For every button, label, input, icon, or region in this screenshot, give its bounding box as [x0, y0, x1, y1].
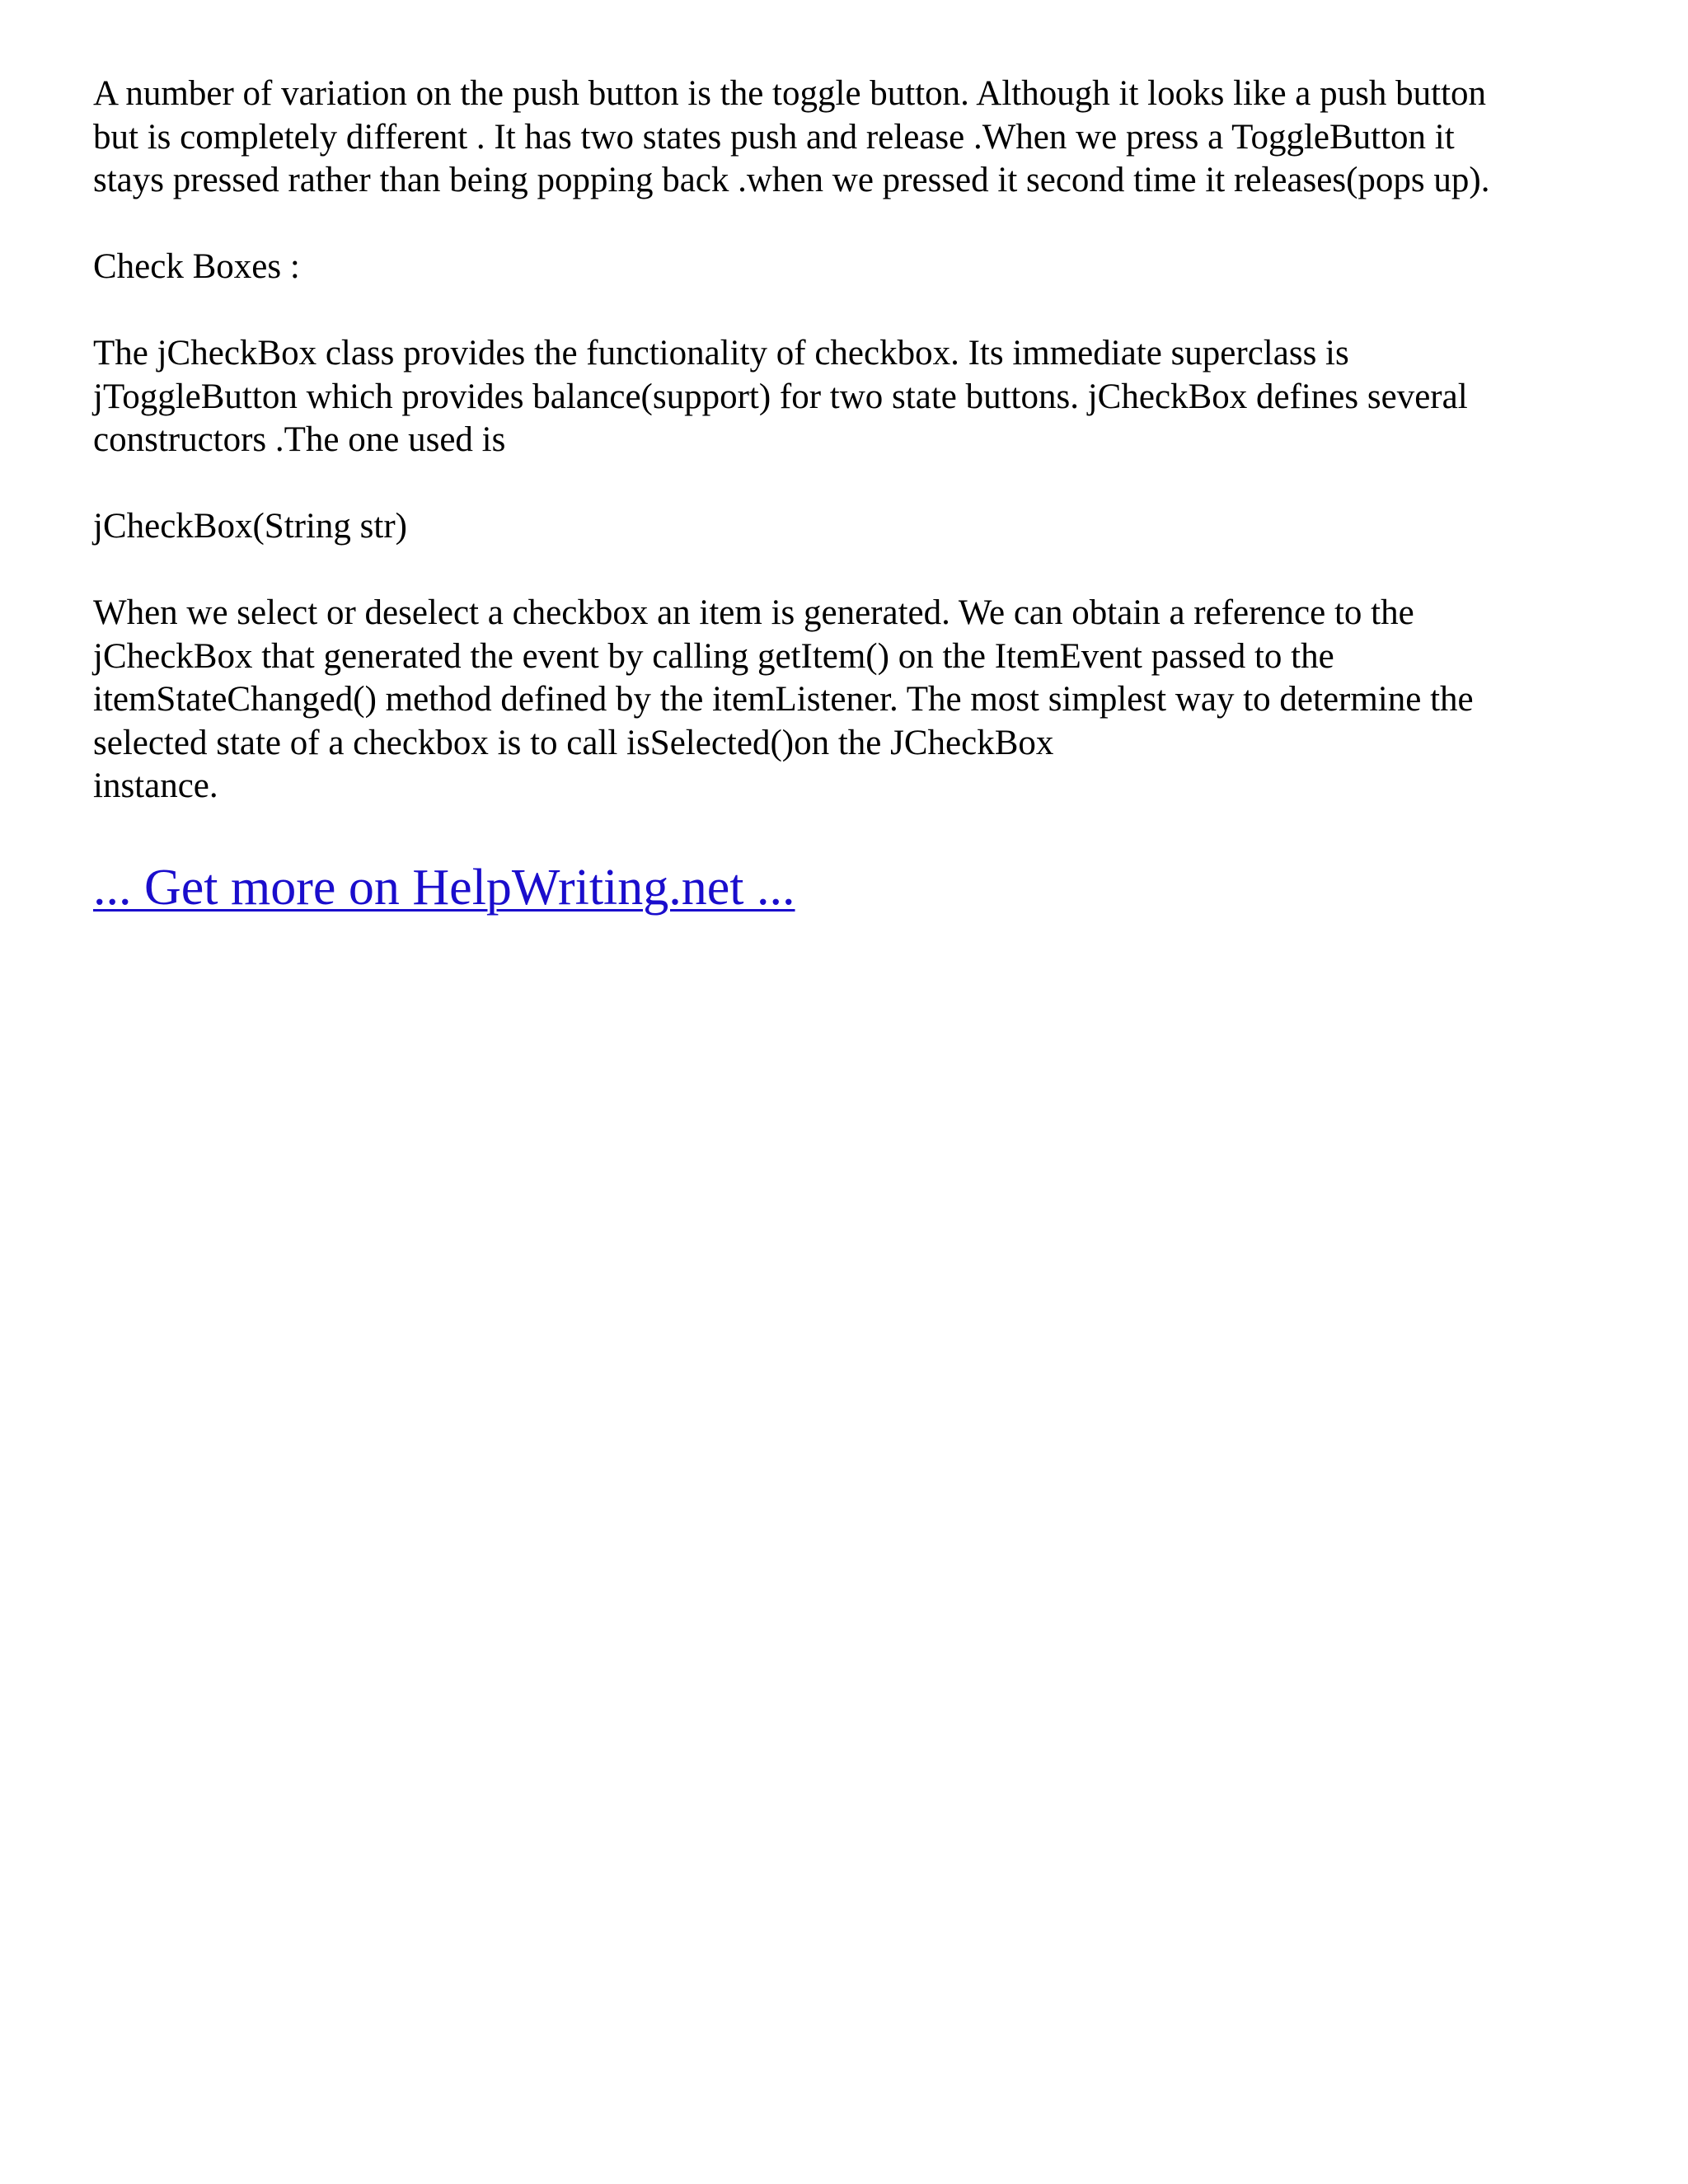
text-line: jCheckBox that generated the event by calling getItem() on the ItemEvent passed to the	[93, 636, 1334, 676]
text-line: itemStateChanged() method defined by the itemListener. The most simplest way to determine the	[93, 680, 1474, 719]
text-line: selected state of a checkbox is to call isSelected()on the JCheckBox	[93, 723, 1054, 762]
paragraph-item-event	[93, 592, 1610, 808]
paragraph-jcheckbox-class	[93, 332, 1610, 462]
text-line: instance.	[93, 766, 218, 805]
text-line: jToggleButton which provides balance(support) for two state buttons. jCheckBox defines several	[93, 377, 1468, 416]
heading-check-boxes	[93, 246, 1610, 289]
text-line: The jCheckBox class provides the functionality of checkbox. Its immediate superclass is	[93, 334, 1349, 373]
text-line: but is completely different . It has two states push and release .When we press a ToggleButton it	[93, 117, 1455, 157]
get-more-link[interactable]: ... Get more on HelpWriting.net ...	[93, 859, 795, 916]
document-page	[93, 73, 1610, 917]
text-line: stays pressed rather than being popping back .when we pressed it second time it releases(pops up).	[93, 161, 1490, 199]
link-container	[93, 858, 1610, 917]
spacer	[93, 549, 1610, 593]
paragraph-toggle-button	[93, 73, 1610, 203]
text-line: jCheckBox(String str)	[93, 507, 407, 546]
spacer	[93, 289, 1610, 333]
text-line: When we select or deselect a checkbox an item is generated. We can obtain a reference to the	[93, 593, 1414, 632]
text-line: constructors .The one used is	[93, 420, 506, 459]
constructor-line	[93, 505, 1610, 549]
spacer	[93, 203, 1610, 246]
text-line: A number of variation on the push button is the toggle button. Although it looks like a push button	[93, 74, 1487, 113]
text-line: Check Boxes :	[93, 247, 300, 286]
spacer	[93, 462, 1610, 506]
